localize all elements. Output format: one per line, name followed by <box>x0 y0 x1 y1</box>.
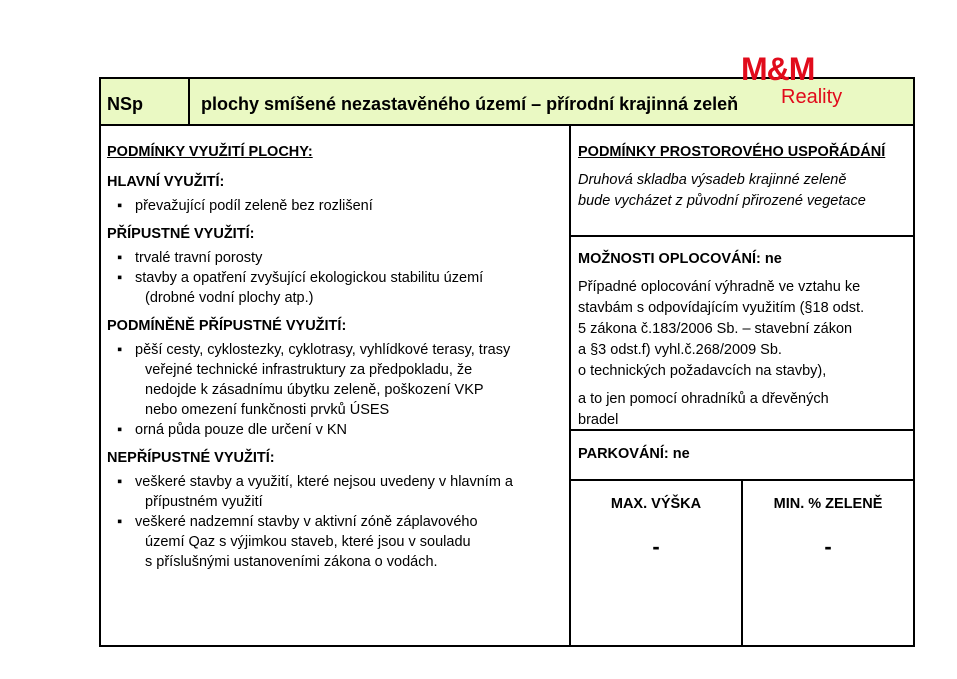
fencing-text: a to jen pomocí ohradníků a dřevěných <box>578 391 829 407</box>
list-item-text: nebo omezení funkčnosti prvků ÚSES <box>145 402 390 418</box>
fencing-text: stavbám s odpovídajícím využitím (§18 odst. <box>578 300 865 316</box>
min-green-heading: MIN. % ZELENĚ <box>773 496 883 512</box>
permitted-use-list <box>107 248 569 308</box>
list-item <box>107 472 569 512</box>
regulation-sheet <box>99 77 915 647</box>
list-item <box>107 420 569 440</box>
spatial-arrangement-text: bude vycházet z původní přirozené vegetace <box>578 193 866 209</box>
spatial-arrangement-heading: PODMÍNKY PROSTOROVÉHO USPOŘÁDÁNÍ <box>578 144 886 160</box>
conditional-use-list <box>107 340 569 440</box>
fencing-text: Případné oplocování výhradně ve vztahu ke <box>578 279 861 295</box>
prohibited-use-list <box>107 472 569 572</box>
spatial-arrangement-box <box>571 126 913 237</box>
parking-heading: PARKOVÁNÍ: ne <box>578 446 690 462</box>
logo-mm-text: M&M <box>741 51 815 87</box>
fencing-box <box>571 237 913 431</box>
list-item-text: veškeré nadzemní stavby v aktivní zóně záplavového <box>135 514 478 530</box>
conditional-use-heading: PODMÍNĚNĚ PŘÍPUSTNÉ VYUŽITÍ: <box>107 318 347 334</box>
main-use-heading: HLAVNÍ VYUŽITÍ: <box>107 174 225 190</box>
bullet-icon: ▪ <box>117 474 123 490</box>
bullet-icon: ▪ <box>117 514 123 530</box>
list-item-text: nedojde k zásadnímu úbytku zeleně, poškození VKP <box>145 382 484 398</box>
list-item-text: přípustném využití <box>145 494 263 510</box>
min-green-value: - <box>824 534 832 559</box>
list-item-text: orná půda pouze dle určení v KN <box>135 422 347 438</box>
fencing-text: o technických požadavcích na stavby), <box>578 363 827 379</box>
list-item <box>107 196 569 216</box>
fencing-text: a §3 odst.f) vyhl.č.268/2009 Sb. <box>578 342 782 358</box>
prohibited-use-heading: NEPŘÍPUSTNÉ VYUŽITÍ: <box>107 450 275 466</box>
max-height-heading: MAX. VÝŠKA <box>610 496 702 512</box>
permitted-use-heading: PŘÍPUSTNÉ VYUŽITÍ: <box>107 226 255 242</box>
fencing-heading: MOŽNOSTI OPLOCOVÁNÍ: ne <box>578 251 782 267</box>
list-item <box>107 268 569 308</box>
fencing-text: bradel <box>578 412 619 428</box>
main-use-list <box>107 196 569 216</box>
list-item-text: pěší cesty, cyklostezky, cyklotrasy, vyhlídkové terasy, trasy <box>135 342 511 358</box>
list-item-text: veřejné technické infrastruktury za předpokladu, že <box>145 362 473 378</box>
list-item <box>107 512 569 572</box>
spatial-conditions-panel <box>571 126 913 645</box>
limits-box <box>571 481 913 645</box>
min-green-column <box>743 481 913 645</box>
list-item-text: trvalé travní porosty <box>135 250 263 266</box>
spatial-arrangement-text: Druhová skladba výsadeb krajinné zeleně <box>578 172 847 188</box>
list-item <box>107 248 569 268</box>
parking-box <box>571 431 913 481</box>
bullet-icon: ▪ <box>117 250 123 266</box>
list-item <box>107 340 569 420</box>
fencing-text: 5 zákona č.183/2006 Sb. – stavební zákon <box>578 321 853 337</box>
max-height-column <box>571 481 743 645</box>
list-item-text: stavby a opatření zvyšující ekologickou stabilitu území <box>135 270 484 286</box>
mm-reality-logo <box>741 52 853 116</box>
max-height-value: - <box>652 534 660 559</box>
usage-conditions-heading: PODMÍNKY VYUŽITÍ PLOCHY: <box>107 144 313 160</box>
area-code: NSp <box>101 79 190 124</box>
bullet-icon: ▪ <box>117 270 123 286</box>
list-item-text: veškeré stavby a využití, které nejsou uvedeny v hlavním a <box>135 474 513 490</box>
list-item-text: (drobné vodní plochy atp.) <box>145 290 314 306</box>
logo-reality-text: Reality <box>781 86 843 108</box>
area-title: plochy smíšené nezastavěného území – přírodní krajinná zeleň <box>201 94 739 114</box>
usage-conditions-panel <box>101 126 571 645</box>
list-item-text: území Qaz s výjimkou staveb, které jsou v souladu <box>145 534 471 550</box>
bullet-icon: ▪ <box>117 342 123 358</box>
bullet-icon: ▪ <box>117 198 123 214</box>
list-item-text: s příslušnými ustanoveními zákona o vodách. <box>145 554 438 570</box>
bullet-icon: ▪ <box>117 422 123 438</box>
list-item-text: převažující podíl zeleně bez rozlišení <box>135 198 373 214</box>
